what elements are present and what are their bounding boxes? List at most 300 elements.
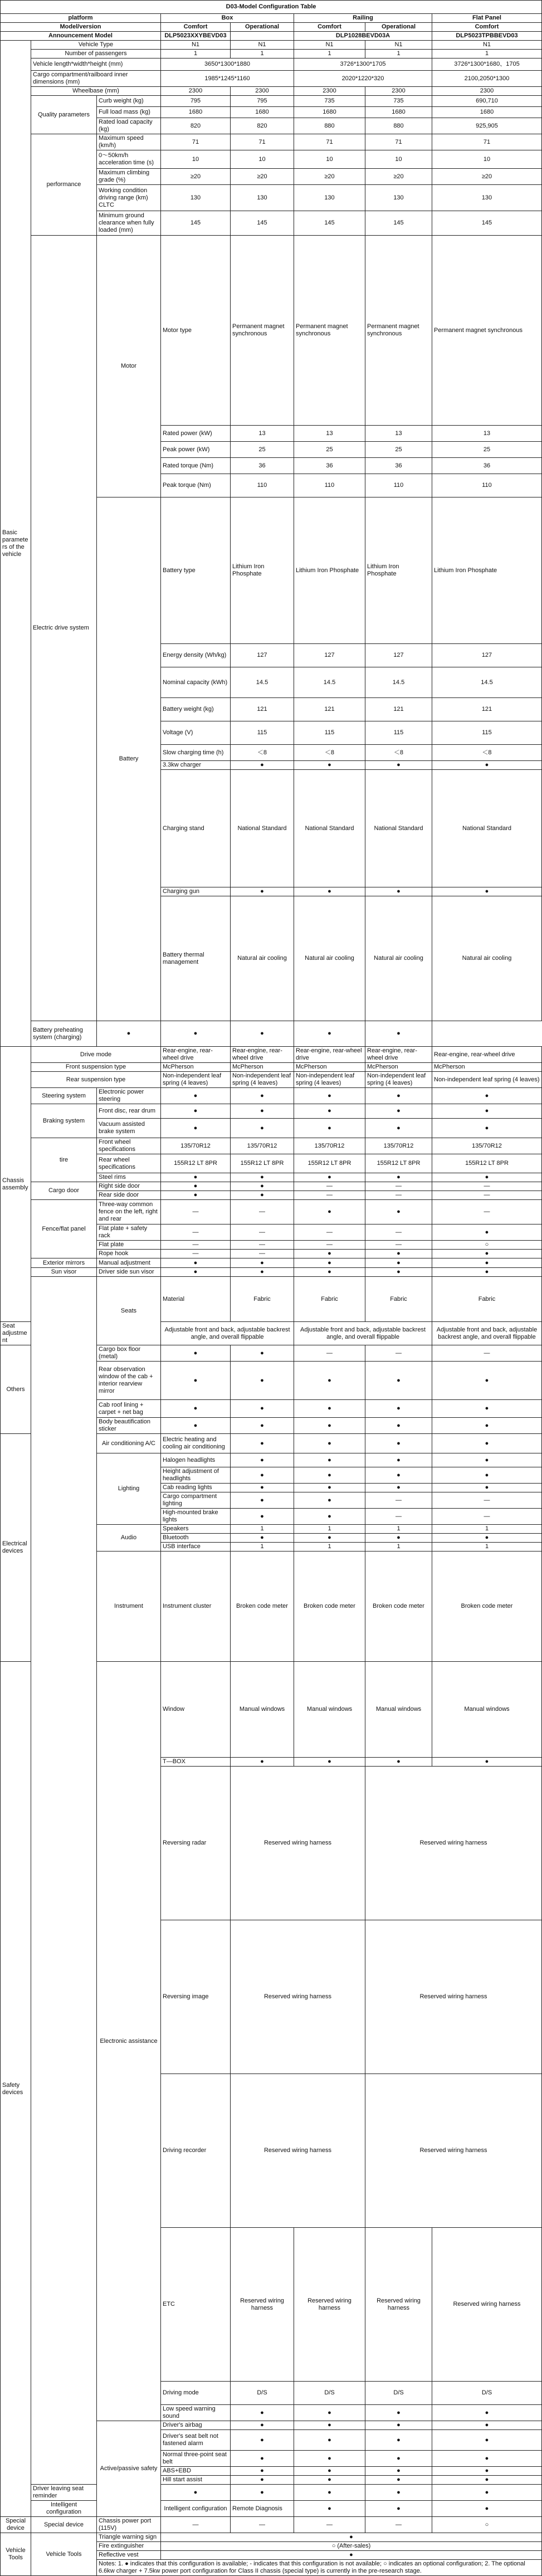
table-cell: Special device [1,2517,31,2533]
table-cell: ● [294,887,365,896]
table-cell: ● [231,1021,294,1047]
table-cell: ● [365,887,432,896]
table-cell: Reserved wiring harness [231,1767,365,1920]
table-cell: Reserved wiring harness [231,2074,365,2228]
table-cell: Battery weight (kg) [161,698,231,721]
table-cell: ● [161,1362,231,1400]
table-cell: Reserved wiring harness [365,2074,542,2228]
table-cell: — [365,1492,432,1509]
table-cell: 3.3kw charger [161,761,231,770]
table-cell: Cargo door [31,1182,97,1200]
table-cell: ● [294,1418,365,1434]
table-cell: 735 [365,96,432,107]
table-cell: ● [294,1509,365,1525]
table-cell: ● [161,1173,231,1182]
table-cell: ● [432,1484,542,1492]
table-cell: Seat adjustment [1,1322,31,1345]
table-row [1,14,542,23]
table-cell: McPherson [231,1063,294,1072]
table-cell: ● [432,1418,542,1434]
table-cell: 145 [365,211,432,236]
table-cell: — [231,1250,294,1258]
table-cell: 13 [432,426,542,442]
table-cell: ● [161,1400,231,1418]
table-cell: ● [432,1534,542,1543]
table-cell: ● [365,1250,432,1258]
table-cell: Operational [231,23,294,32]
table-cell: USB interface [161,1543,231,1552]
table-row [1,50,542,58]
table-cell: Manual windows [365,1662,432,1758]
table-cell: Box [161,14,294,23]
table-cell: ● [294,1200,365,1224]
table-cell: ○ [432,2517,542,2533]
table-cell: — [231,1200,294,1224]
table-cell: Non-independent leaf spring (4 leaves) [365,1072,432,1088]
table-cell: ● [231,2476,294,2485]
table-row [1,1200,542,1224]
table-cell: 145 [294,211,365,236]
table-cell: Maximum climbing grade (%) [97,169,161,185]
table-cell: Reflective vest [97,2551,161,2560]
table-cell: 155R12 LT 8PR [432,1154,542,1173]
table-cell: Height adjustment of headlights [161,1467,231,1484]
table-row [1,87,542,96]
table-cell: ● [231,1182,294,1191]
table-cell: ● [231,1173,294,1182]
table-cell: Flat Panel [432,14,542,23]
table-cell: ● [161,1191,231,1200]
table-cell: ● [294,1484,365,1492]
table-cell: ● [365,2421,432,2430]
table-cell: Cab roof lining + carpet + net bag [97,1400,161,1418]
table-row [1,134,542,150]
table-cell: ● [432,1434,542,1453]
table-cell: ● [294,1021,365,1047]
table-cell: Broken code meter [365,1552,432,1662]
table-cell: Material [161,1277,231,1322]
table-cell: Fabric [294,1277,365,1322]
table-cell: 25 [294,442,365,458]
table-cell: — [161,2517,231,2533]
table-cell: 145 [161,211,231,236]
table-cell: Others [1,1345,31,1434]
table-cell: Manual windows [294,1662,365,1758]
table-cell: ● [432,1258,542,1268]
table-cell: Rear-engine, rear-wheel drive [365,1047,432,1063]
table-cell: ● [365,1088,432,1104]
table-cell: ● [294,1758,365,1767]
table-cell: ● [432,1362,542,1400]
table-cell: Adjustable front and back, adjustable backrest angle, and overall flippable [432,1322,542,1345]
table-cell: 135/70R12 [231,1138,294,1154]
table-cell: ● [231,1362,294,1400]
table-cell: — [294,1224,365,1241]
table-cell: 2100,2050*1300 [432,71,542,87]
table-cell: ≥20 [432,169,542,185]
table-cell: Announcement Model [1,32,161,41]
table-cell: ● [231,1345,294,1362]
table-cell: 110 [294,474,365,497]
table-cell: 1 [365,50,432,58]
table-cell: Reserved wiring harness [365,2228,432,2382]
table-cell: Full load mass (kg) [97,107,161,118]
table-cell: McPherson [294,1063,365,1072]
table-cell: ● [161,2485,231,2501]
table-cell: 36 [432,458,542,474]
table-cell: Broken code meter [231,1552,294,1662]
table-cell: Low speed warning sound [161,2405,231,2421]
table-cell: 71 [231,134,294,150]
table-cell: ● [365,1453,432,1467]
table-cell: ● [231,2467,294,2476]
table-cell: Manual windows [231,1662,294,1758]
table-cell: ● [365,2476,432,2485]
table-cell: — [161,1200,231,1224]
table-cell: Reserved wiring harness [432,2228,542,2382]
table-cell: 115 [294,721,365,745]
table-cell: 10 [365,150,432,169]
table-cell: Peak power (kW) [161,442,231,458]
table-cell: ● [365,2430,432,2451]
table-cell: 2300 [294,87,365,96]
table-cell: ● [231,1534,294,1543]
table-cell: performance [31,134,97,236]
table-cell: D/S [231,2382,294,2405]
table-row [1,1072,542,1088]
table-cell: 71 [161,134,231,150]
table-cell [231,32,294,41]
table-cell: Voltage (V) [161,721,231,745]
table-cell: Rear wheel specifications [97,1154,161,1173]
table-cell: 14.5 [294,667,365,698]
table-cell: ● [365,1362,432,1400]
table-cell: 1 [231,50,294,58]
table-cell: ● [231,1119,294,1138]
table-cell: ● [231,1104,294,1119]
table-cell: 10 [231,150,294,169]
table-cell: ● [161,1104,231,1119]
table-cell: ≥20 [365,169,432,185]
table-cell: ● [365,1467,432,1484]
table-cell: platform [1,14,161,23]
table-cell: Non-independent leaf spring (4 leaves) [231,1072,294,1088]
table-cell: ● [365,1104,432,1119]
table-cell: N1 [294,41,365,50]
table-cell: 1 [365,1525,432,1534]
table-cell: DLP1028BEVD03A [294,32,432,41]
table-cell: ● [231,1509,294,1525]
table-cell: 795 [231,96,294,107]
table-cell: ● [365,2467,432,2476]
table-cell: Model/version [1,23,161,32]
table-cell: 2300 [432,87,542,96]
table-cell: Permanent magnet synchronous [231,236,294,426]
table-cell: — [294,1182,365,1191]
table-cell: ● [432,2476,542,2485]
table-cell: Reserved wiring harness [294,2228,365,2382]
table-cell: — [432,1200,542,1224]
table-cell: Comfort [294,23,365,32]
table-cell: Permanent magnet synchronous [432,236,542,426]
table-cell: Permanent magnet synchronous [365,236,432,426]
table-cell: Natural air cooling [432,896,542,1021]
table-cell: N1 [365,41,432,50]
table-row [1,2517,542,2533]
table-cell: Motor [97,236,161,497]
table-cell: Reserved wiring harness [365,1920,542,2074]
table-cell: Triangle warning sign [97,2533,161,2542]
table-cell: Adjustable front and back, adjustable backrest angle, and overall flippable [161,1322,294,1345]
table-cell: Natural air cooling [231,896,294,1021]
table-cell: Railing [294,14,432,23]
table-cell: Audio [97,1525,161,1552]
table-cell: 1 [365,1543,432,1552]
table-row [1,71,542,87]
table-cell: ● [294,2451,365,2467]
table-cell: 110 [432,474,542,497]
table-cell: ● [231,1484,294,1492]
table-cell: — [231,1241,294,1250]
table-cell: Instrument cluster [161,1552,231,1662]
table-cell: Quality parameters [31,96,97,134]
table-cell: 1 [231,1525,294,1534]
table-cell: Minimum ground clearance when fully loaded (mm) [97,211,161,236]
table-cell: Electrical devices [1,1434,31,1662]
table-cell: 25 [432,442,542,458]
table-cell: Intelligent configuration [161,2501,231,2517]
table-cell: ○ [432,1241,542,1250]
table-cell: ● [365,1200,432,1224]
table-cell: 36 [365,458,432,474]
table-cell: ● [365,2451,432,2467]
table-cell: D/S [294,2382,365,2405]
table-cell: Normal three-point seat belt [161,2451,231,2467]
table-cell: ● [432,1088,542,1104]
table-cell: Non-independent leaf spring (4 leaves) [432,1072,542,1088]
table-cell: ● [365,2405,432,2421]
table-cell: — [161,1224,231,1241]
table-cell: 13 [365,426,432,442]
table-cell: 1985*1245*1160 [161,71,294,87]
table-cell: 14.5 [231,667,294,698]
table-cell: 925,905 [432,118,542,134]
table-cell: ＜8 [231,745,294,761]
table-cell: Hill start assist [161,2476,231,2485]
table-cell: ● [294,2405,365,2421]
table-cell: ＜8 [432,745,542,761]
table-cell: ● [365,761,432,770]
table-cell: Body beautification sticker [97,1418,161,1434]
table-cell: Halogen headlights [161,1453,231,1467]
table-cell: ● [432,2467,542,2476]
table-cell: ● [432,2501,542,2517]
table-cell: ● [231,2405,294,2421]
table-cell: ● [161,1418,231,1434]
table-cell: 71 [294,134,365,150]
table-cell: ● [432,887,542,896]
table-cell: ● [231,2430,294,2451]
table-cell: ● [432,2451,542,2467]
table-cell: — [432,1492,542,1509]
table-cell: ＜8 [365,745,432,761]
table-cell: ● [294,2501,365,2517]
table-cell: Rated load capacity (kg) [97,118,161,134]
table-cell: ETC [161,2228,231,2382]
table-cell: ● [365,1119,432,1138]
table-cell: 3726*1300*1680、1705 [432,58,542,71]
table-cell: ● [294,1119,365,1138]
table-cell: Rear suspension type [31,1072,161,1088]
table-cell: Lithium Iron Phosphate [432,497,542,644]
table-cell: ● [294,1492,365,1509]
table-cell: ● [161,1021,231,1047]
table-row [1,96,542,107]
table-cell: 110 [365,474,432,497]
table-cell: ● [294,2476,365,2485]
table-cell: Lithium Iron Phosphate [365,497,432,644]
table-cell: 135/70R12 [294,1138,365,1154]
table-cell: 130 [231,185,294,211]
page-title: D03-Model Configuration Table [1,1,542,14]
table-cell: Lithium Iron Phosphate [231,497,294,644]
table-cell: ≥20 [161,169,231,185]
table-row [1,1258,542,1268]
table-cell: Flat plate [97,1241,161,1250]
table-cell: ● [432,2430,542,2451]
table-cell: Working condition driving range (km) CLTC [97,185,161,211]
table-cell: Non-independent leaf spring (4 leaves) [294,1072,365,1088]
table-cell: 25 [231,442,294,458]
table-cell: Reserved wiring harness [365,1767,542,1920]
table-cell: ● [294,1362,365,1400]
table-cell: Nominal capacity (kWh) [161,667,231,698]
table-cell: 1680 [432,107,542,118]
table-cell: 0～50km/h acceleration time (s) [97,150,161,169]
table-cell: 1 [231,1543,294,1552]
table-cell: Battery type [161,497,231,644]
table-cell: ● [161,2533,542,2542]
table-cell: Seats [97,1277,161,1345]
table-cell: ● [432,1173,542,1182]
table-cell: ● [432,1400,542,1418]
table-cell: 10 [161,150,231,169]
table-cell: 10 [294,150,365,169]
table-cell: — [294,2517,365,2533]
table-cell: Air conditioning A/C [97,1434,161,1453]
table-cell: ● [161,1258,231,1268]
table-cell: ● [365,2485,432,2501]
table-cell: ● [432,1268,542,1277]
table-cell: 795 [161,96,231,107]
table-cell: Fabric [365,1277,432,1322]
table-cell: 1680 [161,107,231,118]
table-cell: Curb weight (kg) [97,96,161,107]
table-cell: Driver leaving seat reminder [31,2485,97,2501]
table-cell: 121 [432,698,542,721]
table-cell: 127 [432,644,542,667]
table-cell: — [231,2517,294,2533]
table-cell: Reversing image [161,1920,231,2074]
table-cell: 1680 [365,107,432,118]
table-cell: N1 [432,41,542,50]
table-cell: 121 [365,698,432,721]
table-cell: — [432,1182,542,1191]
table-cell: 127 [231,644,294,667]
table-cell: Vehicle Tools [31,2533,97,2576]
table-cell: Safety devices [1,1662,31,2517]
table-cell: ● [231,2421,294,2430]
table-cell: Intelligent configuration [31,2501,97,2517]
table-cell: ● [365,2501,432,2517]
table-cell: 1 [432,1525,542,1534]
table-cell: 880 [365,118,432,134]
table-cell: ● [231,1191,294,1200]
title-row [1,1,542,14]
table-cell: ● [432,1758,542,1767]
table-cell: 155R12 LT 8PR [294,1154,365,1173]
table-cell: ● [97,1021,161,1047]
table-cell: ● [432,1119,542,1138]
table-cell: Permanent magnet synchronous [294,236,365,426]
table-row [1,2501,542,2517]
table-row [1,23,542,32]
table-cell: ● [432,1453,542,1467]
table-cell: ● [365,1534,432,1543]
table-cell: National Standard [294,770,365,887]
table-cell: 155R12 LT 8PR [161,1154,231,1173]
table-cell: Vehicle Tools [1,2533,31,2576]
table-row [1,58,542,71]
table-cell: ● [294,1268,365,1277]
table-cell: ● [365,1258,432,1268]
table-cell: 71 [432,134,542,150]
table-cell: 135/70R12 [365,1138,432,1154]
table-row [1,1268,542,1277]
table-cell: ● [294,1467,365,1484]
table-cell: Chassis power port (115V) [97,2517,161,2533]
table-cell: Charging gun [161,887,231,896]
table-cell: 127 [365,644,432,667]
table-cell: ● [432,1224,542,1241]
table-cell: Special device [31,2517,97,2533]
table-cell: ● [161,1182,231,1191]
table-cell: 1680 [294,107,365,118]
table-cell: Vehicle Type [31,41,161,50]
table-cell: ● [294,1534,365,1543]
table-cell: 135/70R12 [432,1138,542,1154]
table-cell: Bluetooth [161,1534,231,1543]
table-row [1,1104,542,1119]
table-cell: 155R12 LT 8PR [231,1154,294,1173]
table-cell: Speakers [161,1525,231,1534]
table-cell: ● [432,1104,542,1119]
table-cell: — [365,1224,432,1241]
table-cell: — [161,1241,231,1250]
table-cell: ● [294,761,365,770]
table-cell: Cargo compartment lighting [161,1492,231,1509]
table-cell: 1 [294,1525,365,1534]
table-cell: Drive mode [31,1047,161,1063]
table-cell: Basic parameters of the vehicle [1,41,31,1047]
table-cell: Rear observation window of the cab + interior rearview mirror [97,1362,161,1400]
table-cell: ● [365,1268,432,1277]
table-cell: Manual windows [432,1662,542,1758]
table-cell: ＜8 [294,745,365,761]
table-cell: ● [432,1250,542,1258]
table-cell: 130 [294,185,365,211]
table-cell: Active/passive safety [97,2421,161,2517]
